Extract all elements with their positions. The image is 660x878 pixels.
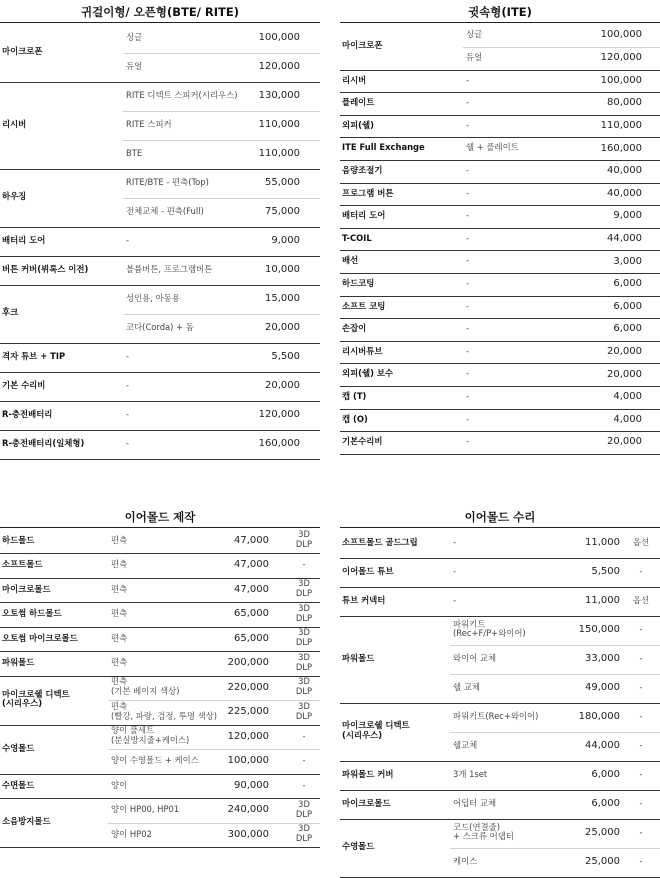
group-divider xyxy=(340,790,660,791)
category-label: 튜브 커넥터 xyxy=(342,594,386,605)
item-description: - xyxy=(466,391,470,401)
category-label: 마이크로몰드 xyxy=(2,583,51,594)
item-option: 3D DLP xyxy=(295,823,313,843)
item-price: 20,000 xyxy=(607,346,642,357)
item-price: 65,000 xyxy=(234,632,269,644)
category-label: 프로그램 버튼 xyxy=(342,187,394,198)
item-description: - xyxy=(466,165,470,175)
group-divider xyxy=(0,725,320,726)
item-price: 225,000 xyxy=(227,706,269,718)
category-label: 리시버 xyxy=(342,74,367,85)
item-description: 쉘 교체 xyxy=(453,681,480,692)
item-option: - xyxy=(302,730,306,741)
item-price: 44,000 xyxy=(607,233,642,244)
item-price: 5,500 xyxy=(271,351,300,362)
price-table-mold-repair xyxy=(340,0,660,874)
item-price: 25,000 xyxy=(585,827,620,838)
item-description: 양이 HP00, HP01 xyxy=(111,804,180,815)
item-description: - xyxy=(466,368,470,379)
group-divider xyxy=(0,798,320,799)
item-price: 20,000 xyxy=(607,368,642,380)
item-description: RITE/BTE - 편측(Top) xyxy=(126,176,209,187)
item-option: 3D DLP xyxy=(295,529,313,549)
category-label: 수영몰드 xyxy=(342,841,375,852)
item-price: 120,000 xyxy=(600,52,642,63)
item-description: - xyxy=(126,437,130,448)
group-divider xyxy=(340,558,660,559)
item-price: 130,000 xyxy=(258,90,300,101)
item-description: - xyxy=(453,594,457,605)
category-label: 플레이트 xyxy=(342,97,375,108)
category-label: 파워몰드 커버 xyxy=(342,768,394,779)
item-description: 전체교체 - 편측(Full) xyxy=(126,205,204,216)
item-option: - xyxy=(639,565,643,576)
item-option: 3D DLP xyxy=(295,602,313,623)
item-description: - xyxy=(466,97,470,108)
item-description: 파워키트(Rec+와이어) xyxy=(453,710,539,721)
item-description: - xyxy=(126,379,130,390)
item-price: 20,000 xyxy=(265,322,300,333)
category-label: 소프트몰드 xyxy=(2,559,43,570)
item-description: - xyxy=(453,565,457,576)
table-title: 이어몰드 수리 xyxy=(464,510,536,524)
item-price: 40,000 xyxy=(607,187,642,199)
item-price: 100,000 xyxy=(600,29,642,40)
item-description: - xyxy=(126,234,130,245)
item-price: 47,000 xyxy=(234,559,269,571)
item-price: 100,000 xyxy=(227,755,269,767)
item-description: 양이 xyxy=(111,779,128,790)
item-description: 양이 수영몰드 + 케이스 xyxy=(111,755,199,766)
item-price: 5,500 xyxy=(591,566,620,577)
item-option: - xyxy=(639,768,643,779)
item-price: 4,000 xyxy=(613,413,642,425)
item-description: 편측 xyxy=(111,608,128,619)
group-divider xyxy=(0,774,320,775)
item-description: - xyxy=(466,187,470,198)
item-price: 150,000 xyxy=(578,624,620,635)
item-description: 3개 1set xyxy=(453,768,488,779)
item-description: 케이스 xyxy=(453,855,478,866)
row-divider xyxy=(450,645,660,646)
group-divider xyxy=(340,761,660,762)
row-divider xyxy=(450,674,660,675)
category-label: 배터리 도어 xyxy=(342,210,386,221)
table-top-rule xyxy=(340,527,660,528)
item-price: 10,000 xyxy=(265,264,300,275)
item-description: - xyxy=(453,536,457,547)
item-description: 양이 HP02 xyxy=(111,828,152,839)
item-price: 6,000 xyxy=(591,769,620,780)
group-divider xyxy=(340,877,660,878)
category-label: 후크 xyxy=(2,307,19,318)
table-top-rule xyxy=(0,527,320,528)
category-label: 마이크로폰 xyxy=(2,46,43,57)
category-label: 마이크로쉘 디텍트 (시리우스) xyxy=(2,688,70,709)
item-description: 편측 xyxy=(111,559,128,570)
item-price: 15,000 xyxy=(265,293,300,304)
item-description: 듀얼 xyxy=(466,51,483,62)
group-divider xyxy=(0,847,320,848)
item-description: - xyxy=(466,74,470,85)
item-price: 44,000 xyxy=(585,740,620,751)
item-price: 200,000 xyxy=(227,657,269,669)
item-description: - xyxy=(466,232,470,243)
item-description: 싱글 xyxy=(126,31,143,42)
item-price: 120,000 xyxy=(258,61,300,72)
item-description: - xyxy=(466,345,470,356)
item-description: 코드(연결줄) + 스크류 어댑터 xyxy=(453,821,514,842)
item-option: - xyxy=(302,559,306,570)
item-price: 65,000 xyxy=(234,608,269,620)
group-divider xyxy=(340,703,660,704)
group-divider xyxy=(0,651,320,652)
item-option: - xyxy=(639,739,643,750)
item-option: 3D DLP xyxy=(295,676,313,696)
item-description: - xyxy=(126,408,130,419)
category-label: 마이크로폰 xyxy=(342,40,383,51)
category-label: 격자 튜브 + TIP xyxy=(2,350,66,361)
item-price: 40,000 xyxy=(607,165,642,177)
item-description: RITE 스피커 xyxy=(126,118,172,129)
item-price: 90,000 xyxy=(234,779,269,791)
category-label: ITE Full Exchange xyxy=(342,142,425,153)
category-label: 캡 (O) xyxy=(342,413,368,424)
item-description: - xyxy=(466,210,470,221)
item-option: - xyxy=(639,710,643,721)
item-price: 6,000 xyxy=(613,278,642,290)
category-label: 배터리 도어 xyxy=(2,234,46,245)
item-price: 25,000 xyxy=(585,856,620,867)
item-option: - xyxy=(302,755,306,766)
item-description: 성인용, 아동용 xyxy=(126,292,180,303)
item-description: 볼륨버튼, 프로그램버튼 xyxy=(126,263,213,274)
category-label: 손잡이 xyxy=(342,323,367,334)
category-label: 마이크로쉘 디텍트 (시리우스) xyxy=(342,720,410,740)
item-price: 11,000 xyxy=(585,595,620,606)
item-price: 110,000 xyxy=(258,148,300,159)
item-price: 9,000 xyxy=(613,210,642,222)
item-price: 220,000 xyxy=(227,681,269,693)
item-option: 3D DLP xyxy=(295,700,313,721)
item-price: 120,000 xyxy=(258,409,300,420)
item-price: 240,000 xyxy=(227,804,269,816)
item-description: 편측 xyxy=(111,657,128,668)
item-option: 3D DLP xyxy=(295,798,313,819)
item-price: 47,000 xyxy=(234,583,269,595)
item-description: - xyxy=(466,255,470,266)
category-label: 수면몰드 xyxy=(2,779,35,790)
item-price: 47,000 xyxy=(234,534,269,546)
category-label: R-충전배터리 xyxy=(2,408,53,419)
category-label: T-COIL xyxy=(342,232,372,243)
item-description: BTE xyxy=(126,147,143,158)
item-price: 20,000 xyxy=(265,380,300,391)
item-description: 듀얼 xyxy=(126,60,143,71)
item-description: 코다(Corda) + 돔 xyxy=(126,321,194,332)
item-option: 3D DLP xyxy=(295,627,313,647)
item-description: 쉘 + 플레이트 xyxy=(466,142,519,153)
item-price: 110,000 xyxy=(600,120,642,131)
category-label: 기본 수리비 xyxy=(2,379,46,390)
category-label: 파워몰드 xyxy=(2,657,35,668)
item-description: 편측 (기본 베이지 색상) xyxy=(111,676,180,696)
category-label: 소음방지몰드 xyxy=(2,816,51,827)
item-description: - xyxy=(466,278,470,288)
item-option: 3D DLP xyxy=(295,578,313,598)
item-description: 편측 (빨강, 파랑, 검정, 투명 색상) xyxy=(111,700,218,721)
group-divider xyxy=(340,819,660,820)
item-option: 3D DLP xyxy=(295,651,313,672)
category-label: 이어몰드 튜브 xyxy=(342,565,394,576)
item-option: 옵션 xyxy=(632,536,650,547)
item-option: - xyxy=(302,779,306,790)
group-divider xyxy=(0,627,320,628)
item-description: 편측 xyxy=(111,534,128,545)
item-description: - xyxy=(466,413,470,424)
category-label: 파워몰드 xyxy=(342,652,375,663)
item-description: - xyxy=(126,350,130,361)
category-label: 마이크로몰드 xyxy=(342,797,391,808)
item-price: 6,000 xyxy=(613,300,642,312)
item-price: 4,000 xyxy=(613,391,642,403)
item-price: 110,000 xyxy=(258,119,300,130)
table-title: 귓속형(ITE) xyxy=(468,5,532,19)
category-label: 오토썸 하드몰드 xyxy=(2,608,62,619)
item-description: - xyxy=(466,323,470,334)
item-price: 6,000 xyxy=(613,323,642,335)
item-description: 와이어 교체 xyxy=(453,652,497,663)
item-description: 편측 xyxy=(111,583,128,594)
category-label: 음량조절기 xyxy=(342,165,383,175)
category-label: 버튼 커버(뷔록스 이전) xyxy=(2,263,89,274)
row-divider xyxy=(108,700,320,701)
group-divider xyxy=(0,602,320,603)
item-description: 어덥터 교체 xyxy=(453,797,497,808)
item-price: 300,000 xyxy=(227,828,269,840)
table-title: 귀걸이형/ 오픈형(BTE/ RITE) xyxy=(81,5,239,19)
item-description: - xyxy=(466,119,470,130)
category-label: R-충전배터리(일체형) xyxy=(2,437,85,448)
category-label: 소프트몰드 골드그립 xyxy=(342,536,418,547)
category-label: 하우징 xyxy=(2,191,27,202)
item-option: - xyxy=(639,652,643,663)
item-description: - xyxy=(466,436,470,447)
item-description: 싱글 xyxy=(466,28,483,39)
item-option: - xyxy=(639,797,643,808)
item-description: 파워키트 (Rec+F/P+와이어) xyxy=(453,618,526,639)
row-divider xyxy=(450,732,660,733)
item-description: 쉘교체 xyxy=(453,739,478,750)
item-description: RITE 디텍트 스피커(시리우스) xyxy=(126,89,238,100)
item-price: 49,000 xyxy=(585,682,620,693)
item-price: 75,000 xyxy=(265,206,300,217)
item-option: - xyxy=(639,826,643,837)
item-price: 180,000 xyxy=(578,711,620,722)
item-price: 11,000 xyxy=(585,537,620,548)
category-label: 캡 (T) xyxy=(342,391,367,401)
item-price: 160,000 xyxy=(258,438,300,449)
item-price: 6,000 xyxy=(591,798,620,809)
item-price: 100,000 xyxy=(600,74,642,86)
price-table-mold-make xyxy=(0,0,320,874)
item-description: - xyxy=(466,300,470,311)
row-divider xyxy=(450,848,660,849)
category-label: 외피(쉘) 보수 xyxy=(342,368,394,379)
item-price: 33,000 xyxy=(585,653,620,664)
category-label: 외피(쉘) xyxy=(342,119,374,130)
item-price: 9,000 xyxy=(271,235,300,246)
table-title: 이어몰드 제작 xyxy=(124,510,196,524)
item-description: 편측 xyxy=(111,632,128,643)
item-price: 3,000 xyxy=(613,255,642,267)
item-description: 양이 풀세트 (분실방지줄+케이스) xyxy=(111,725,190,745)
item-price: 160,000 xyxy=(600,142,642,154)
category-label: 하드코팅 xyxy=(342,278,375,288)
category-label: 배선 xyxy=(342,255,359,266)
group-divider xyxy=(340,587,660,588)
row-divider xyxy=(108,823,320,824)
category-label: 리시버튜브 xyxy=(342,345,383,356)
category-label: 오토썸 마이크로몰드 xyxy=(2,632,78,643)
category-label: 기본수리비 xyxy=(342,436,383,447)
category-label: 소프트 코팅 xyxy=(342,300,386,311)
category-label: 하드몰드 xyxy=(2,534,35,545)
item-price: 80,000 xyxy=(607,97,642,109)
group-divider xyxy=(340,616,660,617)
row-divider xyxy=(108,749,320,750)
item-option: 옵션 xyxy=(632,594,650,605)
item-price: 55,000 xyxy=(265,177,300,188)
item-option: - xyxy=(639,623,643,634)
item-price: 120,000 xyxy=(227,730,269,742)
item-option: - xyxy=(639,855,643,866)
item-price: 100,000 xyxy=(258,32,300,43)
item-option: - xyxy=(639,681,643,692)
item-price: 20,000 xyxy=(607,436,642,448)
category-label: 수영몰드 xyxy=(2,742,35,753)
group-divider xyxy=(0,553,320,554)
group-divider xyxy=(0,578,320,579)
category-label: 리시버 xyxy=(2,118,27,129)
group-divider xyxy=(0,676,320,677)
